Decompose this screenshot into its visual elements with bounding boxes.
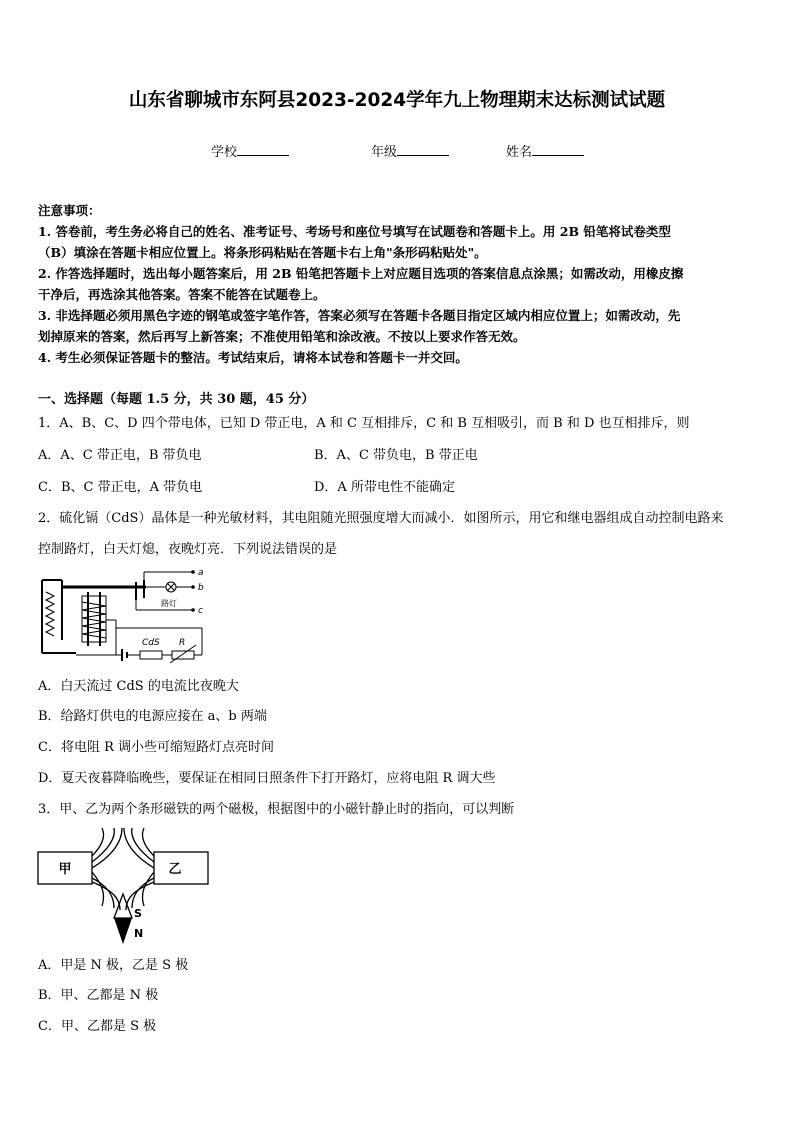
needle-s-label: S <box>134 907 142 920</box>
needle-n-label: N <box>134 927 144 940</box>
note-line-3: 2. 作答选择题时，选出每小题答案后，用 2B 铅笔把答题卡上对应题目选项的答案信息点涂黑；如需改动，用橡皮擦 <box>38 266 684 281</box>
terminal-a <box>191 570 195 574</box>
school-label: 学校 <box>211 145 238 160</box>
q3-option-b[interactable]: B．甲、乙都是 N 极 <box>38 988 159 1003</box>
terminal-c <box>191 608 195 612</box>
note-line-5: 3. 非选择题必须用黑色字迹的钢笔或签字笔作答，答案必须写在答题卡各题目指定区域内相应位置上；如需改动，先 <box>38 308 681 323</box>
note-line-4: 干净后，再选涂其他答案。答案不能答在试题卷上。 <box>38 287 326 302</box>
q2-option-a[interactable]: A．白天流过 CdS 的电流比夜晚大 <box>38 679 239 694</box>
q3-stem: 3．甲、乙为两个条形磁铁的两个磁极，根据图中的小磁针静止时的指向，可以判断 <box>38 802 515 817</box>
label-r: R <box>179 638 186 648</box>
grade-label: 年级 <box>371 145 398 160</box>
q3-option-c[interactable]: C．甲、乙都是 S 极 <box>38 1019 157 1034</box>
grade-field <box>371 141 449 160</box>
q2-option-c[interactable]: C．将电阻 R 调小些可缩短路灯点亮时间 <box>38 740 274 755</box>
q2-option-d[interactable]: D．夏天夜暮降临晚些，要保证在相同日照条件下打开路灯，应将电阻 R 调大些 <box>38 771 496 786</box>
q3-option-a[interactable]: A．甲是 N 极，乙是 S 极 <box>38 958 189 973</box>
school-field <box>211 141 289 160</box>
q2-stem-line1: 2．硫化镉（CdS）晶体是一种光敏材料，其电阻随光照强度增大而减小．如图所示，用它和继电器组成自动控制电路来 <box>38 511 724 526</box>
name-field <box>506 141 584 160</box>
label-b: b <box>198 583 204 593</box>
q2-option-b[interactable]: B．给路灯供电的电源应接在 a、b 两端 <box>38 709 267 724</box>
name-label: 姓名 <box>506 145 533 160</box>
label-cds: CdS <box>142 638 160 648</box>
q1-option-c[interactable]: C．B、C 带正电，A 带负电 <box>38 480 203 495</box>
note-line-7: 4. 考生必须保证答题卡的整洁。考试结束后，请将本试卷和答题卡一并交回。 <box>38 350 468 365</box>
notes-heading: 注意事项： <box>38 203 101 218</box>
q1-option-a[interactable]: A．A、C 带正电，B 带负电 <box>38 448 202 463</box>
note-line-2: （B）填涂在答题卡相应位置上。将条形码粘贴在答题卡右上角"条形码粘贴处"。 <box>38 245 487 260</box>
label-a: a <box>198 568 204 578</box>
compass-needle-north <box>114 918 132 944</box>
q1-stem: 1．A、B、C、D 四个带电体，已知 D 带正电，A 和 C 互相排斥，C 和 B 互相吸引，而 B 和 D 也互相排斥，则 <box>38 416 690 431</box>
q1-option-d[interactable]: D．A 所带电性不能确定 <box>314 480 455 495</box>
q1-option-b[interactable]: B．A、C 带负电，B 带正电 <box>314 448 478 463</box>
label-lamp: 路灯 <box>161 599 177 608</box>
label-c: c <box>198 606 203 616</box>
magnet-yi-label: 乙 <box>168 862 182 877</box>
terminal-b <box>191 585 195 589</box>
section-heading: 一、选择题（每题 1.5 分，共 30 题，45 分） <box>38 392 315 407</box>
grade-blank[interactable] <box>397 143 449 156</box>
relay-circuit-diagram <box>36 560 216 668</box>
note-line-1: 1. 答卷前，考生务必将自己的姓名、准考证号、考场号和座位号填写在试题卷和答题卡上。用 2B 铅笔将试卷类型 <box>38 224 671 239</box>
magnet-jia-label: 甲 <box>58 862 72 877</box>
note-line-6: 划掉原来的答案，然后再写上新答案；不准使用铅笔和涂改液。不按以上要求作答无效。 <box>38 329 526 344</box>
name-blank[interactable] <box>532 143 584 156</box>
school-blank[interactable] <box>237 143 289 156</box>
magnet-field-diagram <box>36 826 212 948</box>
q2-stem-line2: 控制路灯，白天灯熄，夜晚灯亮．下列说法错误的是 <box>38 542 338 557</box>
page-title: 山东省聊城市东阿县2023-2024学年九上物理期末达标测试试题 <box>128 90 666 111</box>
